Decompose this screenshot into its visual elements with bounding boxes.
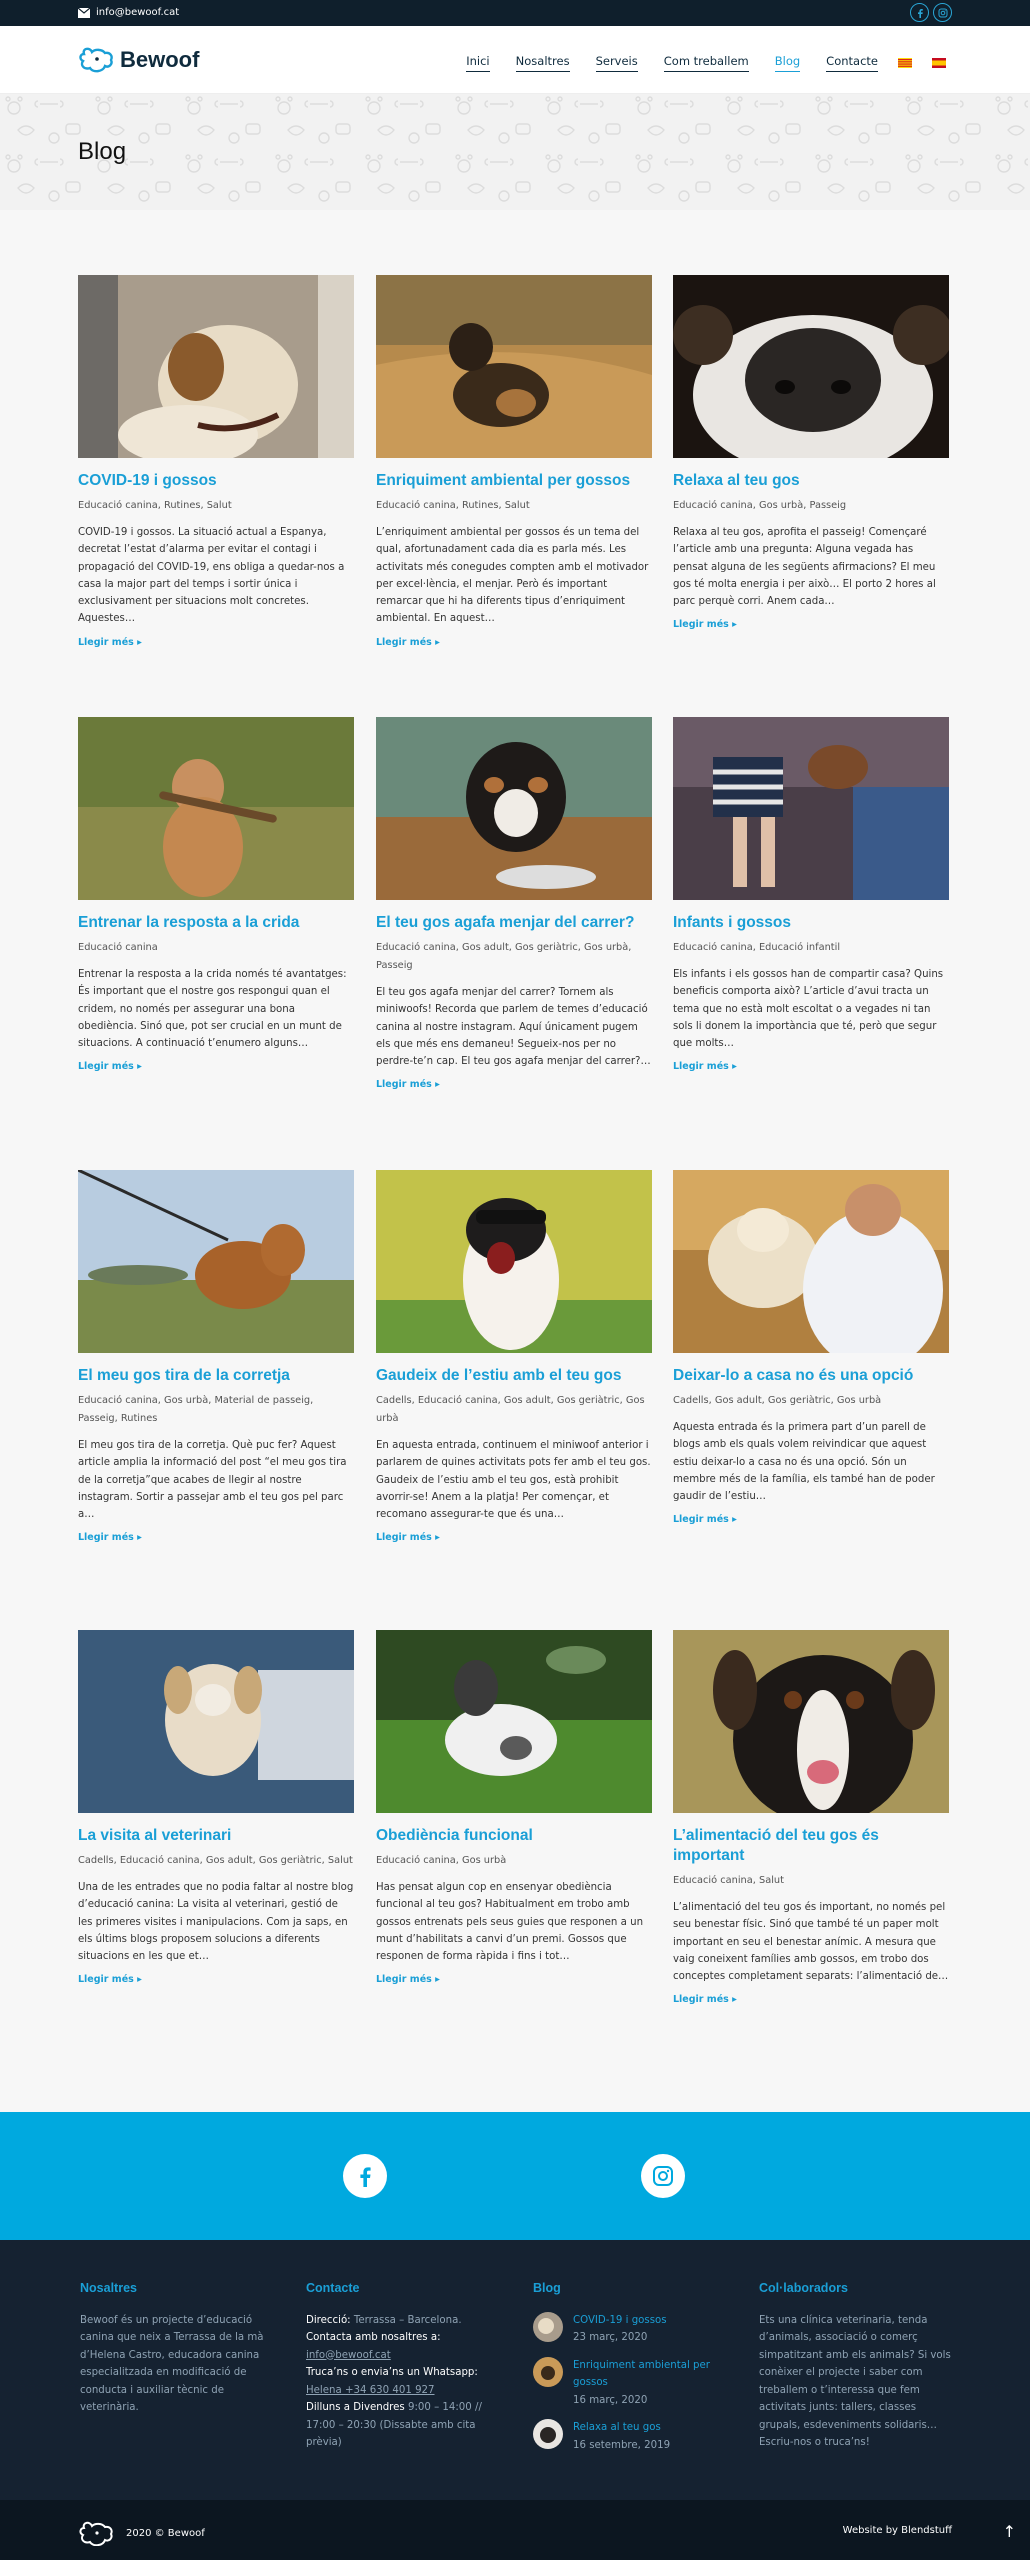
pet-pattern-background <box>0 94 1030 210</box>
footer-blog-item-title[interactable]: Enriquiment ambiental per gossos <box>573 2359 710 2388</box>
post-title[interactable]: Deixar-lo a casa no és una opció <box>673 1367 914 1384</box>
read-more-link[interactable]: Llegir més ▸ <box>78 637 142 648</box>
post-title[interactable]: COVID-19 i gossos <box>78 472 217 489</box>
blog-post-card <box>673 1170 949 1526</box>
post-title[interactable]: Infants i gossos <box>673 914 791 931</box>
post-thumbnail <box>533 2357 563 2387</box>
footer-about <box>80 2280 280 2417</box>
post-thumbnail <box>533 2312 563 2342</box>
post-image[interactable] <box>673 1630 949 1813</box>
post-thumbnail <box>533 2419 563 2449</box>
back-to-top-icon[interactable]: ↑ <box>1002 2522 1016 2541</box>
post-excerpt: L’alimentació del teu gos és important, no només pel seu benestar físic. Sinó que també té un paper molt important en seu el benestar anímic. A mesura que vaig coneixent famílies amb gossos, em trobo dos conceptes completament separats: l’alimentació de… <box>673 1902 949 1983</box>
bottom-bar <box>0 2500 1030 2560</box>
envelope-icon <box>78 8 90 18</box>
read-more-link[interactable]: Llegir més ▸ <box>673 619 737 630</box>
read-more-link[interactable]: Llegir més ▸ <box>78 1061 142 1072</box>
top-social <box>910 3 952 22</box>
read-more-link[interactable]: Llegir més ▸ <box>673 1061 737 1072</box>
post-title[interactable]: El meu gos tira de la corretja <box>78 1367 290 1384</box>
post-excerpt: En aquesta entrada, continuem el miniwoof anterior i parlarem de quines activitats pots fer amb el teu gos. Gaudeix de l’estiu amb el teu gos, està prohibit avorrir-se! Anem a la platja! Per començar, et recomano assegurar-te que és una… <box>376 1440 651 1521</box>
post-tags[interactable]: Cadells, Educació canina, Gos adult, Gos geriàtric, Gos urbà <box>376 1395 645 1424</box>
post-title[interactable]: Gaudeix de l’estiu amb el teu gos <box>376 1367 622 1384</box>
read-more-link[interactable]: Llegir més ▸ <box>376 1532 440 1543</box>
footer-collab-text: Ets una clínica veterinaria, tenda d’animals, associació o comerç simpatitzant amb els animals? Si vols conèixer el projecte i saber com treballem o t’interessa que fem activitats junts: tallers, classes grupals, esdeveniments solidaris… Escriu-nos o truca’ns! <box>759 2314 951 2448</box>
post-tags[interactable]: Educació canina, Salut <box>673 1875 784 1886</box>
post-excerpt: Relaxa al teu gos, aprofita el passeig! Començaré l’article amb una pregunta: Alguna vegada has pensat alguna de les següents afirmacions? El meu gos té molta energia i per això… El porto 2 hores al parc perquè corri. Anem cada… <box>673 527 936 608</box>
write-label: Contacta amb nosaltres a: <box>306 2332 441 2343</box>
post-excerpt: COVID-19 i gossos. La situació actual a Espanya, decretat l’estat d’alarma per evitar el contagi i propagació del COVID-19, ens obliga a quedar-nos a casa la major part del temps i sortir única i exclusivament per situacions molt concretes. Aquestes… <box>78 527 345 625</box>
footer-collab <box>759 2280 959 2452</box>
post-title[interactable]: Enriquiment ambiental per gossos <box>376 472 631 489</box>
footer-blog <box>533 2280 733 2464</box>
dog-logo-icon <box>78 46 114 74</box>
post-title[interactable]: La visita al veterinari <box>78 1827 232 1844</box>
hours-value: 9:00 – 14:00 // 17:00 – 20:30 (Dissabte amb cita prèvia) <box>306 2402 482 2448</box>
read-more-link[interactable]: Llegir més ▸ <box>376 637 440 648</box>
post-image[interactable] <box>673 717 949 900</box>
post-excerpt: Els infants i els gossos han de compartir casa? Quins beneficis comporta això? L’article d’avui tracta un tema que no està molt escoltat o a vegades ni tan sols li donem la importància que té, però que segur que molts… <box>673 969 944 1050</box>
instagram-icon[interactable] <box>933 3 952 22</box>
dog-logo-icon[interactable] <box>78 2520 116 2546</box>
post-image[interactable] <box>78 717 354 900</box>
brand-name: Bewoof <box>120 47 200 72</box>
site-logo[interactable] <box>78 46 199 74</box>
footer-about-title: Nosaltres <box>80 2281 137 2295</box>
email-text: info@bewoof.cat <box>96 7 180 18</box>
page-title: Blog <box>78 138 127 165</box>
blog-post-card <box>376 717 652 1091</box>
spanish-flag-icon[interactable] <box>932 58 946 68</box>
post-image[interactable] <box>376 1170 652 1353</box>
post-excerpt: Entrenar la resposta a la crida només té avantatges: És important que el nostre gos respongui quan el cridem, no només per assegurar una bona obediència. Sinó que, pot ser crucial en un munt de situacions. A continuació t’enumero alguns… <box>78 969 347 1050</box>
address-label: Direcció: <box>306 2314 351 2326</box>
footer-email-link[interactable]: info@bewoof.cat <box>306 2349 391 2361</box>
post-excerpt: Una de les entrades que no podia faltar al nostre blog d’educació canina: La visita al veterinari, gestió de les primeres visites i manipulacions. Com ja saps, en els últims blogs proposem solucions a diferents situacions en les que et… <box>78 1882 354 1963</box>
post-excerpt: El teu gos agafa menjar del carrer? Tornem als miniwoofs! Recorda que parlem de temes d’educació canina al nostre instagram. Aquí únicament pugem els que més ens demaneu! Segueix-nos per no perdre-te’n cap. El teu gos agafa menjar del carrer?… <box>376 987 651 1068</box>
post-image[interactable] <box>78 275 354 458</box>
post-tags[interactable]: Educació canina, Rutines, Salut <box>376 500 530 511</box>
footer-about-text: Bewoof és un projecte d’educació canina que neix a Terrassa de la mà d’Helena Castro, educadora canina especialitzada en modificació de conducta i auxiliar tècnic de veterinària. <box>80 2314 264 2413</box>
post-excerpt: El meu gos tira de la corretja. Què puc fer? Aquest article amplia la informació del post “el meu gos tira de la corretja”que acabes de llegir al nostre instagram. Sortir a passejar amb el teu gos pel parc a… <box>78 1440 347 1521</box>
copyright-text: 2020 © Bewoof <box>126 2527 205 2539</box>
footer-blog-item[interactable] <box>533 2312 733 2347</box>
blog-post-card <box>673 1630 949 2006</box>
post-image[interactable] <box>78 1630 354 1813</box>
read-more-link[interactable]: Llegir més ▸ <box>376 1974 440 1985</box>
footer-contact <box>306 2280 506 2452</box>
footer-contact-title: Contacte <box>306 2281 360 2295</box>
site-footer <box>0 2240 1030 2500</box>
instagram-button[interactable] <box>641 2154 685 2198</box>
footer-blog-item[interactable] <box>533 2419 733 2454</box>
whatsapp-label: Truca’ns o envia’ns un Whatsapp: <box>306 2367 478 2378</box>
top-bar <box>0 0 1030 26</box>
post-title[interactable]: L’alimentació del teu gos és important <box>673 1827 879 1864</box>
blog-post-card <box>376 1630 652 1986</box>
footer-blog-item-date: 16 setembre, 2019 <box>573 2439 671 2451</box>
nav-contacte[interactable]: Contacte <box>826 54 878 72</box>
blog-post-card <box>78 1630 354 1986</box>
email-link[interactable] <box>78 7 179 18</box>
nav-nosaltres[interactable]: Nosaltres <box>516 54 570 72</box>
post-tags[interactable]: Educació canina <box>78 942 158 953</box>
post-title[interactable]: Entrenar la resposta a la crida <box>78 914 300 931</box>
footer-blog-title: Blog <box>533 2281 561 2295</box>
post-excerpt: Has pensat algun cop en ensenyar obediència funcional al teu gos? Habitualment em trobo amb gossos entrenats pels seus guies que responen a un munt d’habilitats a canvi d’un premi. Gossos que responen de forma ràpida i fins i tot… <box>376 1882 644 1963</box>
main-header <box>0 26 1030 94</box>
footer-blog-item-title[interactable]: Relaxa al teu gos <box>573 2422 661 2433</box>
credit-link[interactable]: Website by Blendstuff <box>842 2525 952 2536</box>
blog-post-card <box>673 275 949 631</box>
post-tags[interactable]: Educació canina, Educació infantil <box>673 942 841 953</box>
blog-post-card <box>78 275 354 649</box>
footer-phone-link[interactable]: Helena +34 630 401 927 <box>306 2384 435 2396</box>
post-image[interactable] <box>673 275 949 458</box>
post-excerpt: L’enriquiment ambiental per gossos és un tema del qual, afortunadament cada dia es parla més. Les activitats més conegudes compten amb el motivador per excel·lència, el menjar. Però és important remarcar que hi ha diferents tipus d’enriquiment ambiental. En aquest… <box>376 527 649 625</box>
social-strip <box>0 2112 1030 2240</box>
main-menu <box>440 54 946 72</box>
post-image[interactable] <box>673 1170 949 1353</box>
catalan-flag-icon[interactable] <box>898 58 912 68</box>
post-image[interactable] <box>78 1170 354 1353</box>
post-image[interactable] <box>376 1630 652 1813</box>
nav-com-treballem[interactable]: Com treballem <box>664 54 749 72</box>
post-excerpt: Aquesta entrada és la primera part d’un parell de blogs amb els quals volem reivindicar que aquest estiu deixar-lo a casa no és una opció. Són un membre més de la família, els també han de poder gaudir de l’estiu… <box>673 1422 935 1503</box>
page-hero <box>0 94 1030 210</box>
footer-blog-item[interactable] <box>533 2357 733 2410</box>
hours-label: Dilluns a Divendres <box>306 2402 405 2413</box>
read-more-link[interactable]: Llegir més ▸ <box>673 1994 737 2005</box>
read-more-link[interactable]: Llegir més ▸ <box>376 1079 440 1090</box>
post-tags[interactable]: Cadells, Gos adult, Gos geriàtric, Gos urbà <box>673 1395 882 1406</box>
nav-serveis[interactable]: Serveis <box>596 54 638 72</box>
post-title[interactable]: El teu gos agafa menjar del carrer? <box>376 914 635 931</box>
post-image[interactable] <box>376 717 652 900</box>
address-value: Terrassa – Barcelona. <box>353 2314 462 2326</box>
post-title[interactable]: Relaxa al teu gos <box>673 472 800 489</box>
post-image[interactable] <box>376 275 652 458</box>
footer-blog-item-date: 16 març, 2020 <box>573 2394 648 2406</box>
post-tags[interactable]: Educació canina, Gos urbà, Material de passeig, Passeig, Rutines <box>78 1395 314 1424</box>
nav-blog[interactable]: Blog <box>775 54 800 72</box>
blog-post-card <box>376 1170 652 1544</box>
instagram-icon <box>652 2165 674 2187</box>
post-tags[interactable]: Cadells, Educació canina, Gos adult, Gos geriàtric, Salut <box>78 1855 353 1866</box>
post-tags[interactable]: Educació canina, Gos adult, Gos geriàtric, Gos urbà, Passeig <box>376 942 632 971</box>
nav-inici[interactable]: Inici <box>466 54 489 72</box>
post-tags[interactable]: Educació canina, Gos urbà, Passeig <box>673 500 847 511</box>
footer-blog-item-date: 23 març, 2020 <box>573 2332 648 2343</box>
bottom-left <box>78 2520 205 2546</box>
read-more-link[interactable]: Llegir més ▸ <box>673 1514 737 1525</box>
footer-blog-item-title[interactable]: COVID-19 i gossos <box>573 2314 667 2326</box>
facebook-button[interactable] <box>343 2154 387 2198</box>
post-title[interactable]: Obediència funcional <box>376 1827 533 1844</box>
post-tags[interactable]: Educació canina, Gos urbà <box>376 1855 507 1866</box>
read-more-link[interactable]: Llegir més ▸ <box>78 1974 142 1985</box>
blog-post-card <box>78 717 354 1073</box>
blog-post-card <box>376 275 652 649</box>
blog-post-card <box>78 1170 354 1544</box>
footer-collab-title: Col·laboradors <box>759 2281 848 2295</box>
facebook-icon[interactable] <box>910 3 929 22</box>
facebook-icon <box>354 2165 376 2187</box>
blog-post-card <box>673 717 949 1073</box>
post-tags[interactable]: Educació canina, Rutines, Salut <box>78 500 232 511</box>
read-more-link[interactable]: Llegir més ▸ <box>78 1532 142 1543</box>
